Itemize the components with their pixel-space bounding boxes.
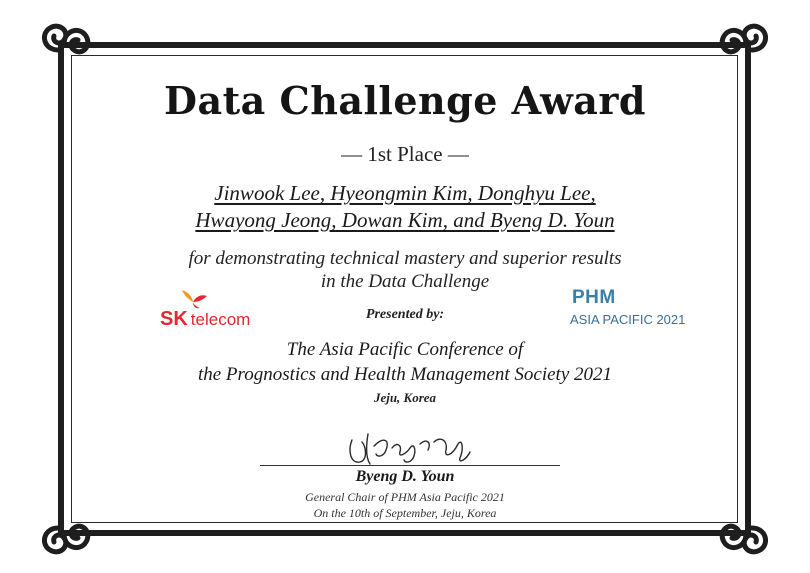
signer-date-place: On the 10th of September, Jeju, Korea — [313, 506, 497, 520]
description-line: for demonstrating technical mastery and superior results — [188, 248, 622, 269]
recipient-names — [0, 180, 810, 234]
description-line: in the Data Challenge — [320, 271, 490, 292]
phm-logo-mark: PHM — [572, 287, 616, 308]
phm-logo-subtitle: ASIA PACIFIC 2021 — [570, 312, 686, 327]
sk-logo-mark: SK — [160, 308, 188, 330]
recipient-line: Jinwook Lee, Hyeongmin Kim, Donghyu Lee, — [214, 181, 596, 205]
sk-logo-word: telecom — [190, 310, 251, 329]
signature-line — [260, 465, 560, 466]
presented-by-label: Presented by: — [365, 307, 445, 322]
conference-location: Jeju, Korea — [373, 390, 437, 405]
signer-details — [0, 489, 810, 521]
signer-role: General Chair of PHM Asia Pacific 2021 — [305, 490, 505, 504]
conference-name — [0, 337, 810, 387]
signer-name: Byeng D. Youn — [355, 468, 455, 485]
conference-line: the Prognostics and Health Management Society 2021 — [197, 364, 613, 385]
recipient-line: Hwayong Jeong, Dowan Kim, and Byeng D. Youn — [195, 208, 615, 232]
conference-line: The Asia Pacific Conference of — [286, 339, 524, 360]
handwritten-signature — [340, 424, 480, 468]
award-place: — 1st Place — — [341, 142, 469, 166]
award-title: Data Challenge Award — [164, 78, 646, 123]
